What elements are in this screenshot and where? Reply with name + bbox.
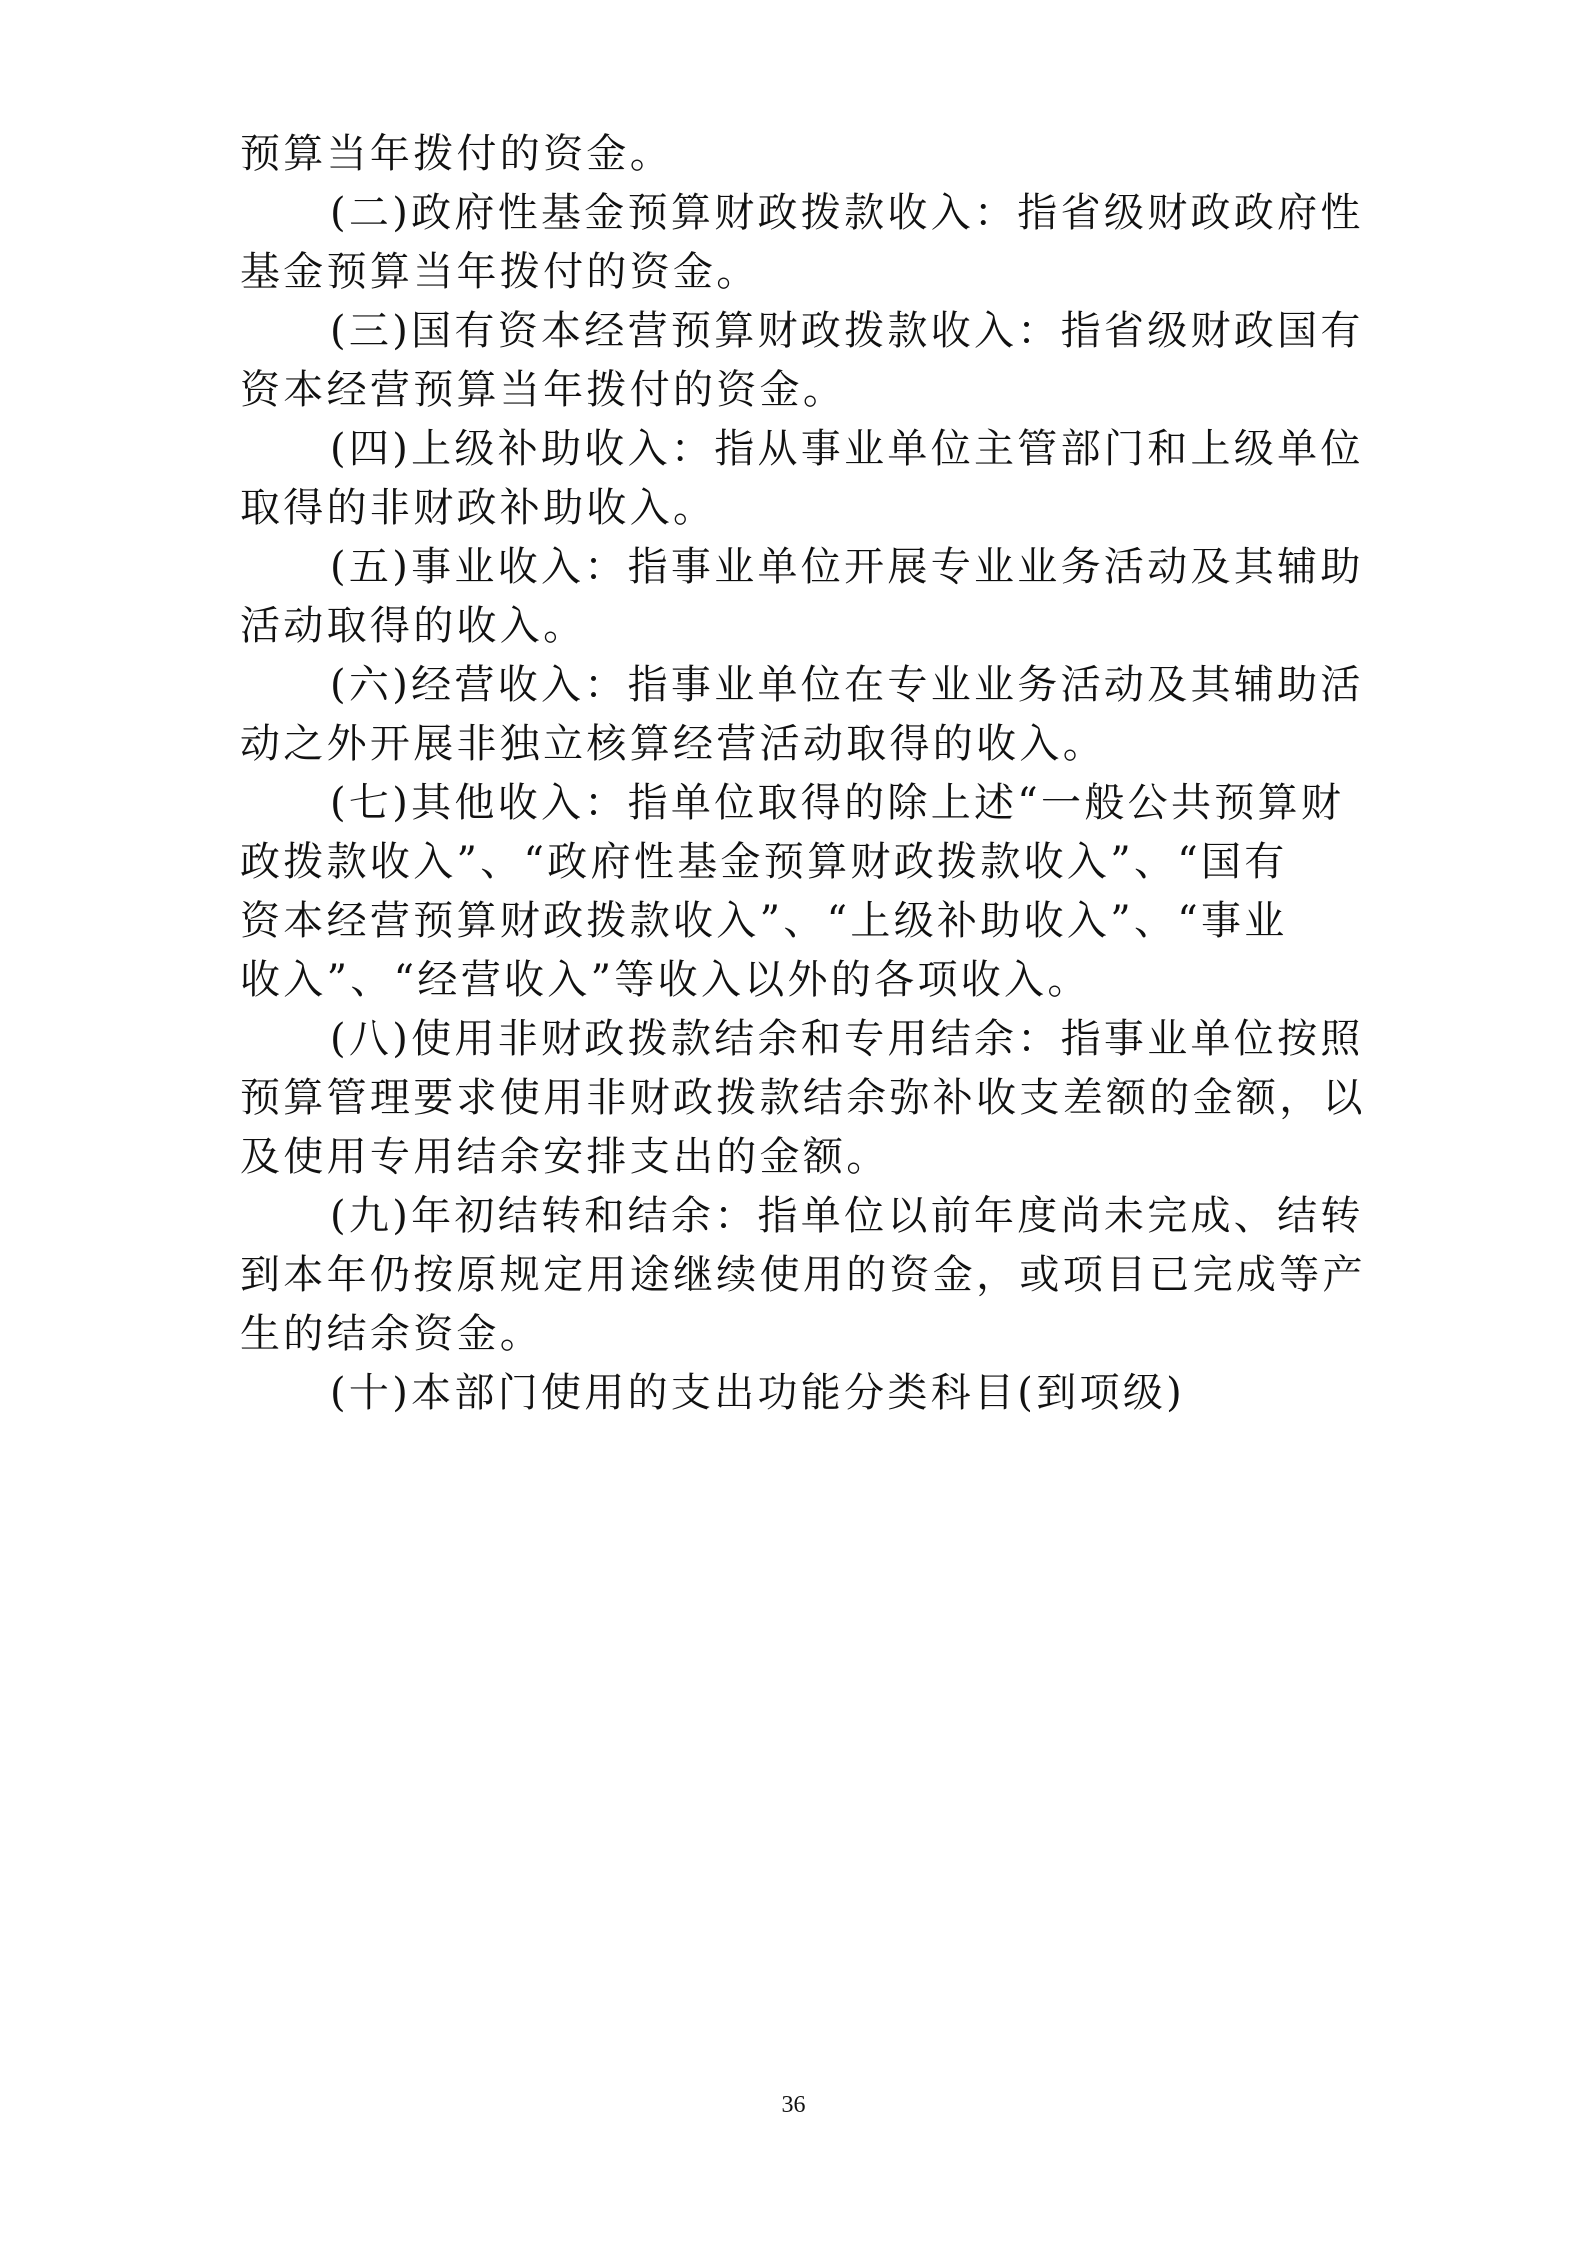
paragraph-line: 及使用专用结余安排支出的金额。: [240, 1134, 890, 1180]
paragraph-line: (六)经营收入：指事业单位在专业业务活动及其辅助活: [330, 662, 1364, 708]
paragraph-line: (四)上级补助收入：指从事业单位主管部门和上级单位: [330, 426, 1364, 472]
paragraph-line: 资本经营预算财政拨款收入”、“上级补助收入”、“事业: [240, 898, 1288, 944]
paragraph-line: (八)使用非财政拨款结余和专用结余：指事业单位按照: [330, 1016, 1364, 1062]
paragraph-line: 收入”、“经营收入”等收入以外的各项收入。: [240, 957, 1091, 1003]
paragraph-line: (二)政府性基金预算财政拨款收入：指省级财政政府性: [330, 190, 1364, 236]
paragraph-line: 基金预算当年拨付的资金。: [240, 249, 760, 295]
paragraph-line: (七)其他收入：指单位取得的除上述“一般公共预算财: [330, 780, 1345, 826]
paragraph-line: 资本经营预算当年拨付的资金。: [240, 367, 847, 413]
paragraph-line: 到本年仍按原规定用途继续使用的资金，或项目已完成等产: [240, 1252, 1366, 1298]
paragraph-line: 预算当年拨付的资金。: [240, 131, 673, 177]
paragraph-line: 生的结余资金。: [240, 1311, 544, 1357]
paragraph-line: (五)事业收入：指事业单位开展专业业务活动及其辅助: [330, 544, 1364, 590]
paragraph-line: (九)年初结转和结余：指单位以前年度尚未完成、结转: [330, 1193, 1364, 1239]
paragraph-line: 预算管理要求使用非财政拨款结余弥补收支差额的金额，以: [240, 1075, 1366, 1121]
paragraph-line: 动之外开展非独立核算经营活动取得的收入。: [240, 721, 1106, 767]
paragraph-line: 活动取得的收入。: [240, 603, 587, 649]
paragraph-line: 取得的非财政补助收入。: [240, 485, 717, 531]
page-number: 36: [781, 2092, 806, 2118]
section-heading: (十)本部门使用的支出功能分类科目(到项级): [330, 1370, 1186, 1416]
paragraph-line: (三)国有资本经营预算财政拨款收入：指省级财政国有: [330, 308, 1364, 354]
paragraph-line: 政拨款收入”、“政府性基金预算财政拨款收入”、“国有: [240, 839, 1288, 885]
